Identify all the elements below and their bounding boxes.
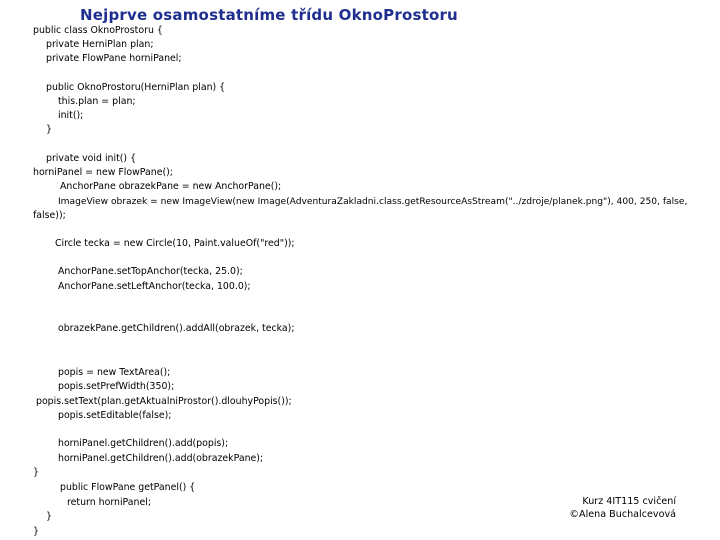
code-line: public FlowPane getPanel() { bbox=[60, 482, 196, 493]
code-line: } bbox=[33, 467, 39, 478]
code-line: } bbox=[33, 526, 39, 537]
page-title: Nejprve osamostatníme třídu OknoProstoru bbox=[80, 6, 458, 24]
code-line: } bbox=[46, 124, 52, 135]
code-line: this.plan = plan; bbox=[58, 96, 136, 107]
code-line: horniPanel.getChildren().add(obrazekPane); bbox=[58, 453, 264, 464]
code-line: ImageView obrazek = new ImageView(new Image(AdventuraZakladni.class.getResourceAsStream("../zdroje/planek.png"), 400, 250, false, bbox=[58, 197, 688, 207]
code-line: AnchorPane.setLeftAnchor(tecka, 100.0); bbox=[58, 281, 251, 292]
code-line: Circle tecka = new Circle(10, Paint.valueOf("red")); bbox=[55, 238, 295, 249]
code-line: obrazekPane.getChildren().addAll(obrazek, tecka); bbox=[58, 323, 295, 334]
code-line: AnchorPane.setTopAnchor(tecka, 25.0); bbox=[58, 266, 243, 277]
code-line: return horniPanel; bbox=[67, 497, 152, 508]
code-line: AnchorPane obrazekPane = new AnchorPane(); bbox=[60, 181, 282, 192]
code-line: init(); bbox=[58, 110, 84, 121]
footer-credit bbox=[569, 495, 676, 521]
code-line: popis.setText(plan.getAktualniProstor().dlouhyPopis()); bbox=[36, 396, 292, 407]
code-line: popis = new TextArea(); bbox=[58, 367, 171, 378]
code-line: public class OknoProstoru { bbox=[33, 25, 163, 36]
code-line: private HerniPlan plan; bbox=[46, 39, 154, 50]
code-line: popis.setPrefWidth(350); bbox=[58, 381, 175, 392]
code-line: horniPanel.getChildren().add(popis); bbox=[58, 438, 229, 449]
code-line: private FlowPane horniPanel; bbox=[46, 53, 182, 64]
code-line: public OknoProstoru(HerniPlan plan) { bbox=[46, 82, 226, 93]
code-line: false)); bbox=[33, 210, 66, 221]
code-line: horniPanel = new FlowPane(); bbox=[33, 167, 173, 178]
footer-author: ©Alena Buchalcevová bbox=[569, 509, 676, 520]
footer-course: Kurz 4IT115 cvičení bbox=[582, 496, 676, 507]
code-line: popis.setEditable(false); bbox=[58, 410, 172, 421]
code-line: private void init() { bbox=[46, 153, 137, 164]
code-line: } bbox=[46, 511, 52, 522]
